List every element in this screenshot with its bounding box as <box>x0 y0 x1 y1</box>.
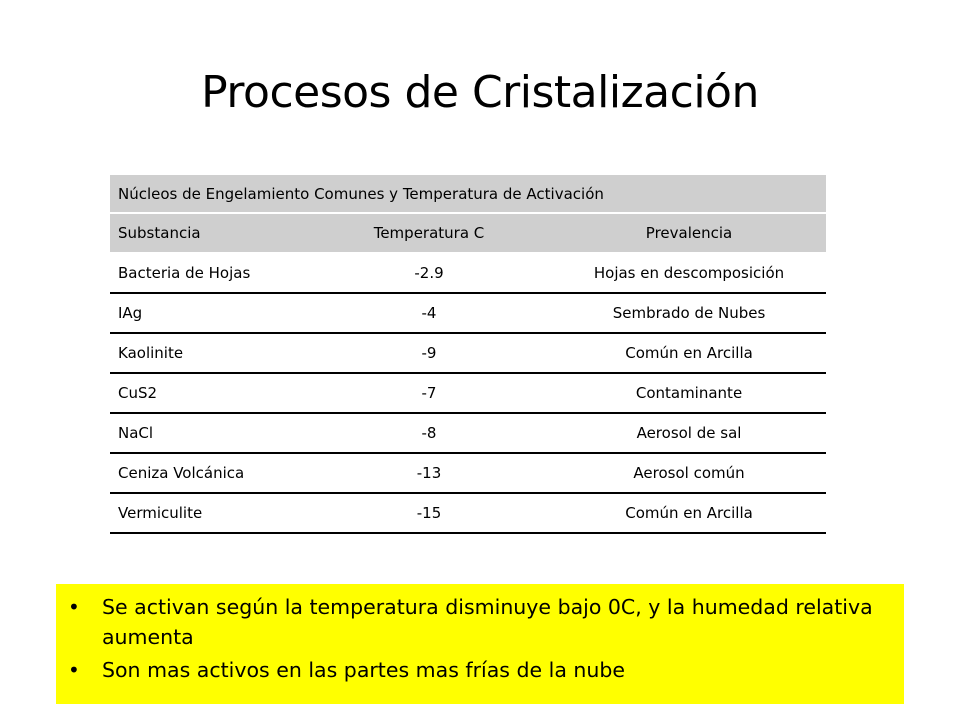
slide-title: Procesos de Cristalización <box>201 67 759 118</box>
substance-cell: IAg <box>110 293 306 333</box>
notes-item <box>64 655 894 685</box>
column-header-substance: Substancia <box>110 213 306 253</box>
bullet-icon: • <box>68 595 80 619</box>
temperature-cell: -9 <box>306 333 552 373</box>
temperature-cell: -8 <box>306 413 552 453</box>
temperature-cell: -15 <box>306 493 552 533</box>
table-header-row <box>110 213 826 253</box>
temperature-cell: -4 <box>306 293 552 333</box>
prevalence-cell: Sembrado de Nubes <box>552 293 826 333</box>
table-row <box>110 373 826 413</box>
notes-item-text: Son mas activos en las partes mas frías de la nube <box>102 658 626 682</box>
prevalence-cell: Común en Arcilla <box>552 333 826 373</box>
temperature-cell: -13 <box>306 453 552 493</box>
substance-cell: Kaolinite <box>110 333 306 373</box>
notes-highlight-box <box>56 584 904 704</box>
notes-list <box>64 592 894 685</box>
notes-item-text: Se activan según la temperatura disminuye bajo 0C, y la humedad relativa aumenta <box>102 595 873 649</box>
substance-cell: Bacteria de Hojas <box>110 253 306 293</box>
table-row <box>110 293 826 333</box>
table-row <box>110 253 826 293</box>
table-row <box>110 453 826 493</box>
column-header-prevalence: Prevalencia <box>552 213 826 253</box>
temperature-cell: -7 <box>306 373 552 413</box>
table-row <box>110 333 826 373</box>
notes-item <box>64 592 894 652</box>
bullet-icon: • <box>68 658 80 682</box>
table-caption: Núcleos de Engelamiento Comunes y Temperatura de Activación <box>110 175 826 213</box>
substance-cell: NaCl <box>110 413 306 453</box>
substance-cell: Ceniza Volcánica <box>110 453 306 493</box>
prevalence-cell: Común en Arcilla <box>552 493 826 533</box>
temperature-cell: -2.9 <box>306 253 552 293</box>
column-header-temperature: Temperatura C <box>306 213 552 253</box>
table-caption-row <box>110 175 826 213</box>
table-row <box>110 493 826 533</box>
prevalence-cell: Hojas en descomposición <box>552 253 826 293</box>
ice-nuclei-table <box>110 175 826 534</box>
prevalence-cell: Aerosol común <box>552 453 826 493</box>
table-row <box>110 413 826 453</box>
substance-cell: Vermiculite <box>110 493 306 533</box>
prevalence-cell: Contaminante <box>552 373 826 413</box>
substance-cell: CuS2 <box>110 373 306 413</box>
prevalence-cell: Aerosol de sal <box>552 413 826 453</box>
